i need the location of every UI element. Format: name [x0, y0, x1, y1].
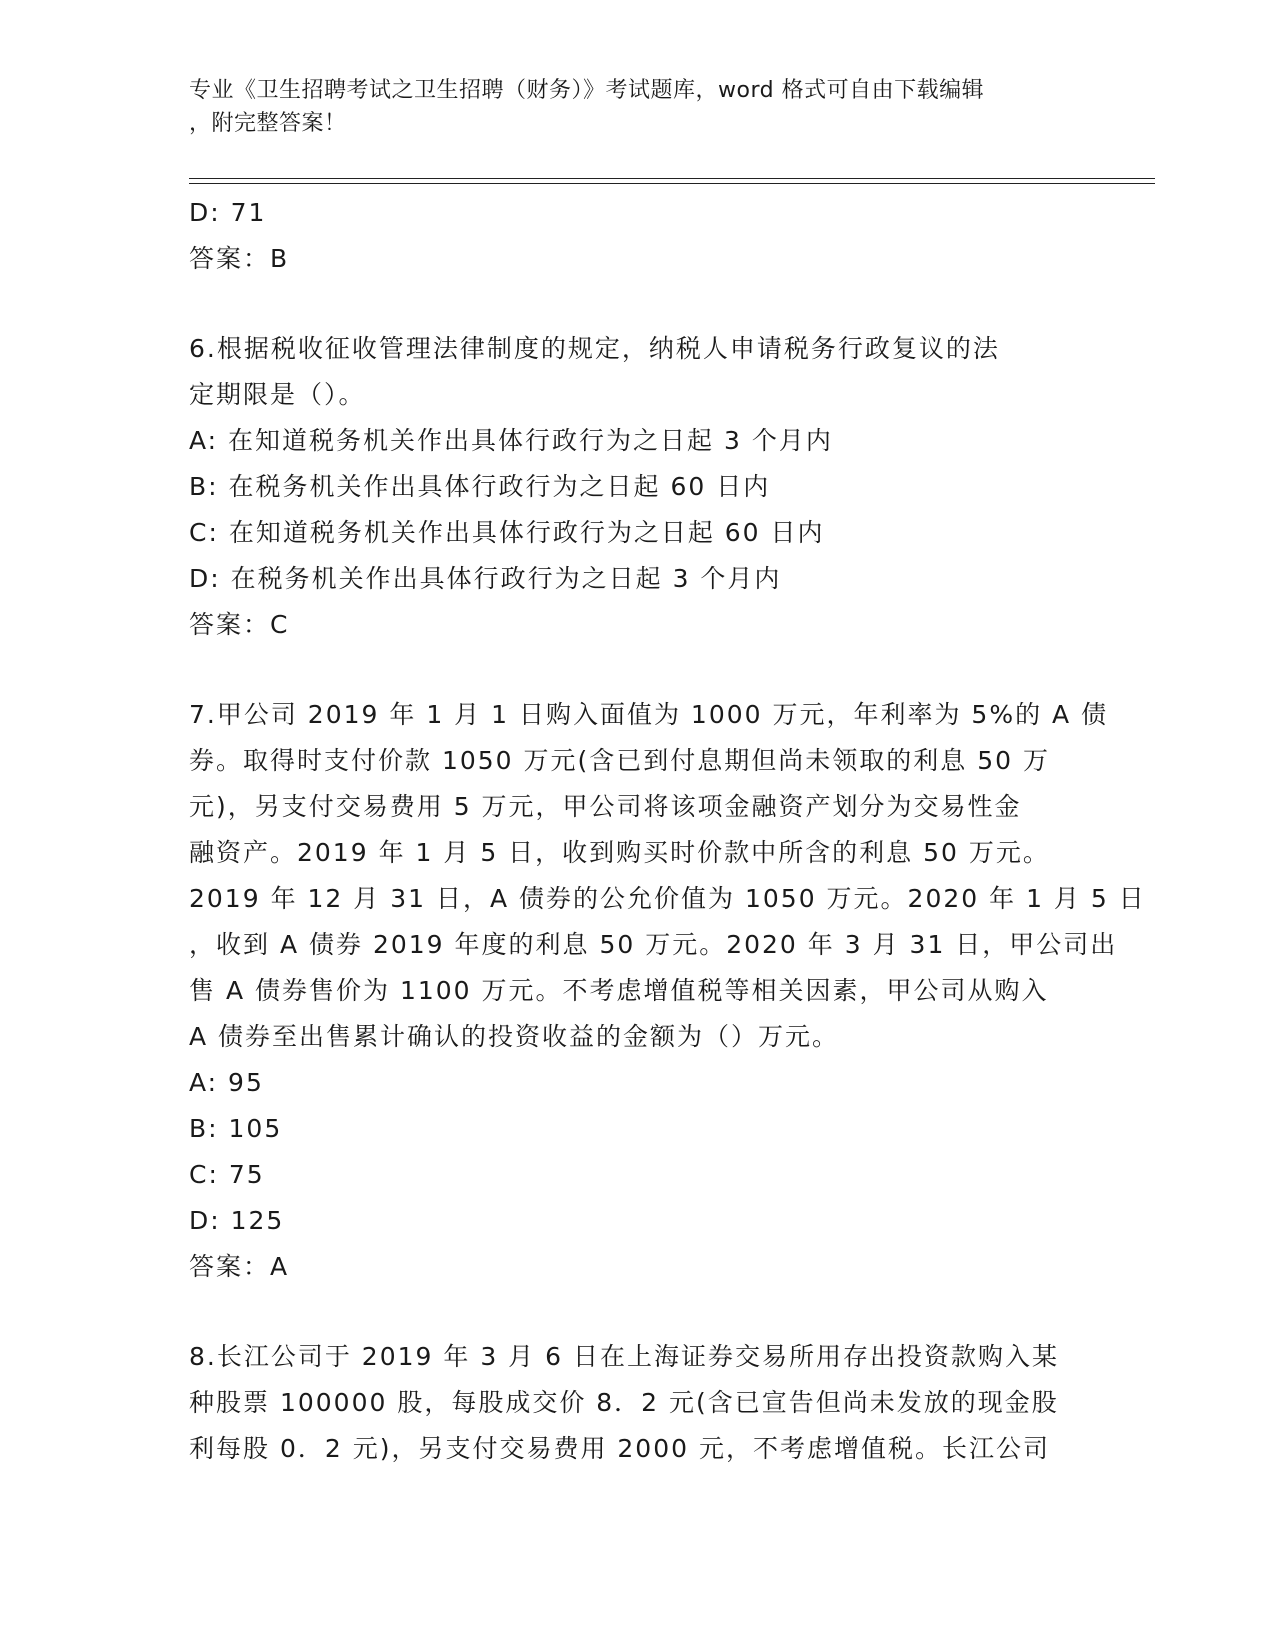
question-stem-line: 券。取得时支付价款 1050 万元(含已到付息期但尚未领取的利息 50 万 — [189, 746, 1050, 775]
option-d: D: 125 — [189, 1206, 285, 1235]
question-stem-line: 种股票 100000 股，每股成交价 8．2 元(含已宣告但尚未发放的现金股 — [189, 1388, 1059, 1417]
question-stem-line: 6.根据税收征收管理法律制度的规定，纳税人申请税务行政复议的法 — [189, 334, 1000, 363]
question-stem-line: 2019 年 12 月 31 日，A 债券的公允价值为 1050 万元。2020 年 1 月 5 日 — [189, 884, 1146, 913]
header-divider-bottom — [189, 183, 1155, 184]
document-body — [189, 190, 1146, 1472]
option-b: B: 105 — [189, 1114, 283, 1143]
question-stem-line: 售 A 债券售价为 1100 万元。不考虑增值税等相关因素，甲公司从购入 — [189, 976, 1049, 1005]
answer-line: 答案：A — [189, 1252, 290, 1281]
question-stem-line: 元)，另支付交易费用 5 万元，甲公司将该项金融资产划分为交易性金 — [189, 792, 1022, 821]
option-c: C: 75 — [189, 1160, 265, 1189]
spacer — [189, 648, 1089, 692]
spacer — [189, 282, 1089, 326]
option-a: A: 在知道税务机关作出具体行政行为之日起 3 个月内 — [189, 426, 833, 455]
question-stem-line: ，收到 A 债券 2019 年度的利息 50 万元。2020 年 3 月 31 日，甲公司出 — [189, 930, 1118, 959]
question-stem-line: 定期限是（）。 — [189, 380, 366, 409]
question-6 — [189, 326, 1089, 648]
question-8 — [189, 1334, 1089, 1472]
question-7 — [189, 692, 1146, 1290]
question-5-tail — [189, 190, 1089, 282]
question-stem-line: 利每股 0．2 元)，另支付交易费用 2000 元，不考虑增值税。长江公司 — [189, 1434, 1050, 1463]
question-stem-line: A 债券至出售累计确认的投资收益的金额为（）万元。 — [189, 1022, 840, 1051]
question-stem-line: 8.长江公司于 2019 年 3 月 6 日在上海证券交易所用存出投资款购入某 — [189, 1342, 1059, 1371]
question-stem-line: 7.甲公司 2019 年 1 月 1 日购入面值为 1000 万元，年利率为 5%的 A 债 — [189, 700, 1109, 729]
header-divider-top — [189, 178, 1155, 179]
option-a: A: 95 — [189, 1068, 264, 1097]
answer-line: 答案：B — [189, 244, 290, 273]
question-stem-line: 融资产。2019 年 1 月 5 日，收到购买时价款中所含的利息 50 万元。 — [189, 838, 1050, 867]
answer-line: 答案：C — [189, 610, 290, 639]
spacer — [189, 1290, 1089, 1334]
option-c: C: 在知道税务机关作出具体行政行为之日起 60 日内 — [189, 518, 825, 547]
header-line-1: 专业《卫生招聘考试之卫生招聘（财务）》考试题库，word 格式可自由下载编辑 — [189, 78, 985, 103]
option-d: D: 71 — [189, 198, 267, 227]
header-line-2: ，附完整答案！ — [189, 111, 347, 136]
option-b: B: 在税务机关作出具体行政行为之日起 60 日内 — [189, 472, 771, 501]
page-header — [189, 74, 1089, 140]
option-d: D: 在税务机关作出具体行政行为之日起 3 个月内 — [189, 564, 782, 593]
